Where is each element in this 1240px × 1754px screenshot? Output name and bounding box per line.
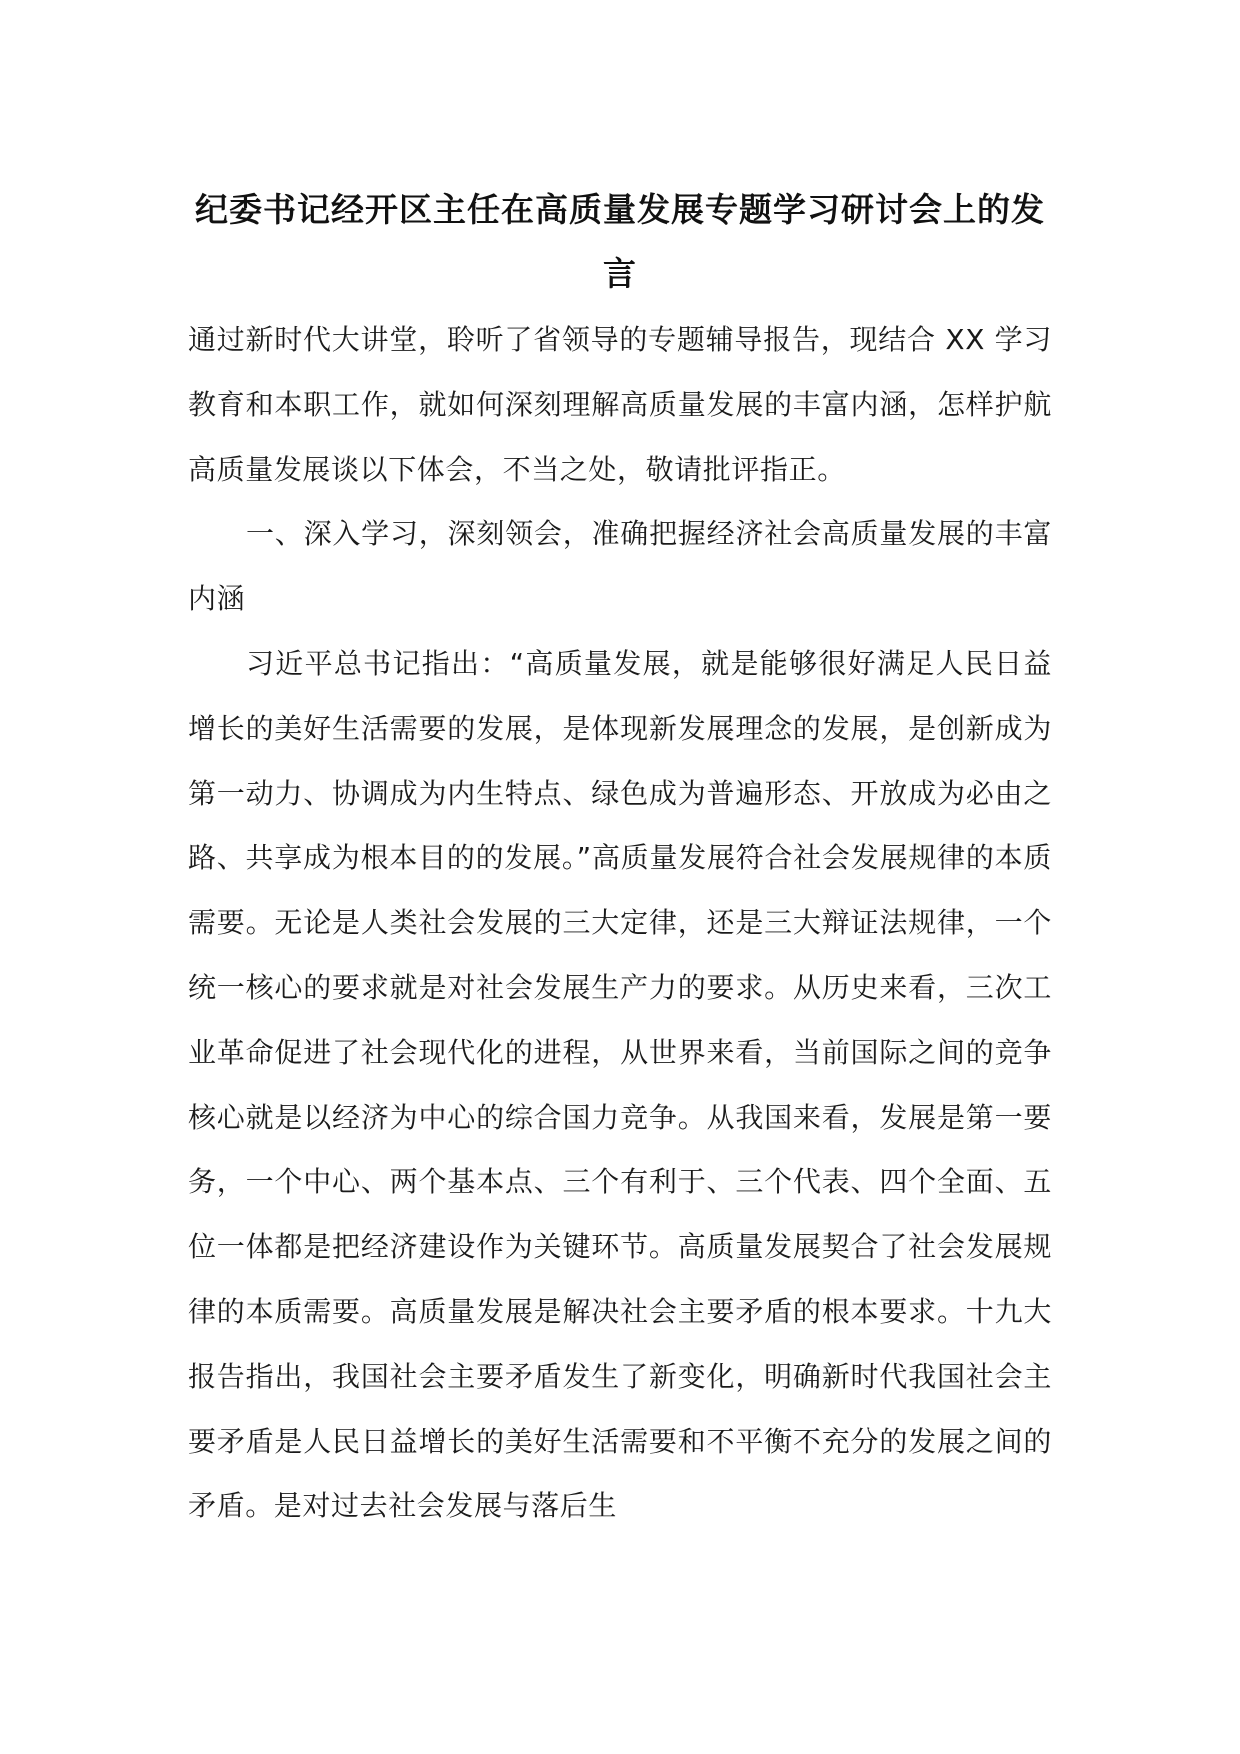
document-body — [188, 308, 1052, 1539]
section-heading-1: 一、深入学习，深刻领会，准确把握经济社会高质量发展的丰富内涵 — [188, 517, 1052, 616]
document-title: 纪委书记经开区主任在高质量发展专题学习研讨会上的发言 — [195, 190, 1045, 293]
paragraph-section-1: 习近平总书记指出：“高质量发展，就是能够很好满足人民日益增长的美好生活需要的发展，是体现新发展理念的发展，是创新成为第一动力、协调成为内生特点、绿色成为普遍形态、开放成为必由之路、共享成为根本目的的发展。”高质量发展符合社会发展规律的本质需要。无论是人类社会发展的三大定律，还是三大辩证法规律，一个统一核心的要求就是对社会发展生产力的要求。从历史来看，三次工业革命促进了社会现代化的进程，从世界来看，当前国际之间的竞争核心就是以经济为中心的综合国力竞争。从我国来看，发展是第一要务，一个中心、两个基本点、三个有利于、三个代表、四个全面、五位一体都是把经济建设作为关键环节。高质量发展契合了社会发展规律的本质需要。高质量发展是解决社会主要矛盾的根本要求。十九大报告指出，我国社会主要矛盾发生了新变化，明确新时代我国社会主要矛盾是人民日益增长的美好生活需要和不平衡不充分的发展之间的矛盾。是对过去社会发展与落后生 — [188, 646, 1052, 1523]
paragraph-intro: 通过新时代大讲堂，聆听了省领导的专题辅导报告，现结合 XX 学习教育和本职工作，就如何深刻理解高质量发展的丰富内涵，怎样护航高质量发展谈以下体会，不当之处，敬请批评指正。 — [188, 323, 1052, 486]
